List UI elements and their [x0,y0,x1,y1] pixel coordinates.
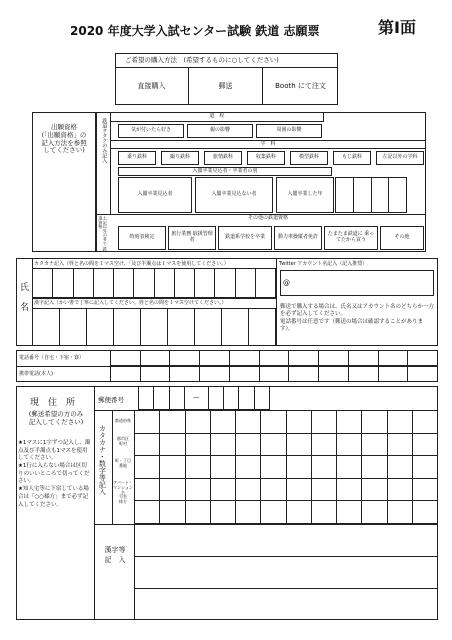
address-kana-side-label: カタカナ・数字等記入 [98,425,107,495]
grad-option-3[interactable]: 入閣卒業した年 [276,177,334,213]
section-travel: 道 程 [110,112,324,122]
travel-option-2[interactable]: 親の影響 [187,124,253,138]
section-grad: 入閣卒業見込者・卒業者の別 [118,167,332,176]
phone-mobile-boxes[interactable] [110,366,438,382]
address-subtitle: (郵送希望の方のみ 記入してください) [28,410,84,427]
study-option-7[interactable]: 左記以外の学科 [376,151,424,165]
page-title: 2020 年度大学入試センター試験 鉄道 志願票 [70,24,320,38]
address-kanji-side-label: 漢字等 記 入 [104,546,126,564]
address-row-label-2: 郡市区 町村 [117,436,129,446]
name-side-label: 氏 名 [20,283,30,313]
section-other: その他の鉄道資格 [247,214,288,221]
other-side-label: 上記以外の者で 鉄道資格 [98,216,108,251]
study-option-2[interactable]: 撮り鉄科 [161,151,199,165]
postal-label: 郵便番号 [98,396,124,404]
purchase-option-mail[interactable]: 郵送 [189,67,263,105]
phone-home-label: 電話番号（自宅・下宿・寮） [19,355,85,361]
other-option-3[interactable]: 鉄道系学校を卒業 [218,226,272,250]
qualification-side-label: 鉄道オタクのみ記入 [101,118,108,163]
address-row-label-3: 町・丁目 番地 [115,458,131,468]
grad-year-boxes[interactable] [335,177,407,213]
name-kana-boxes[interactable] [32,268,276,298]
twitter-label: Twitter アカウント名記入（記入推奨） [279,261,368,267]
page-label: 第Ⅰ面 [378,18,416,37]
purchase-heading: ご希望の購入方法 (希望するものに○してください) [125,56,279,64]
address-notes: ★1マスに1字ずつ記入し、濁点及び半濁点も1マスを使用してください。 ★1行に入らない場合は区切りのいいところで切ってください。 ★知人宅等に下宿している場合は「○○様方」まで必ず記入してください。 [18,440,91,508]
other-option-6[interactable]: その他 [380,226,424,250]
study-option-3[interactable]: 旅情鉄科 [204,151,242,165]
phone-home-boxes[interactable] [110,350,438,366]
other-option-4[interactable]: 動力車操縦者免許 [274,226,322,250]
study-option-4[interactable]: 収集鉄科 [247,151,285,165]
address-title: 現 住 所 [30,398,76,408]
study-option-5[interactable]: 模型鉄科 [290,151,328,165]
other-option-1[interactable]: 時刻表検定 [118,226,166,250]
twitter-input[interactable] [280,270,434,296]
address-kanji-line-2[interactable] [134,588,438,589]
address-kana-boxes[interactable] [134,410,438,524]
study-option-1[interactable]: 乗り鉄科 [118,151,156,165]
travel-option-1[interactable]: 気が付いたら好き [118,124,184,138]
other-option-2[interactable]: 旅行業務 取扱管理者 [168,226,216,250]
grad-option-2[interactable]: 入閣卒業見込ない者 [195,177,273,213]
other-option-5[interactable]: たまたま鉄道に 乗ってたから買う [324,226,378,250]
purchase-option-direct[interactable]: 直接購入 [115,67,189,105]
address-kanji-line-1[interactable] [134,556,438,557]
address-row-label-4: アパート・ マンション名 号室 様方 [113,480,133,505]
twitter-at-mark: @ [283,279,290,287]
name-note: 郵送で購入する場合は、氏名又はアカウント名のどちらか一方を必ず記入してください。 電話番号は任意です（郵送の場合は確認することがあります）。 [280,304,434,333]
name-kana-label: カタカナ記入（姓と名の間を１マス空け、「及び半濁点は１マスを使用してください。） [34,261,229,267]
grad-option-1[interactable]: 入閣卒業見込者 [118,177,192,213]
phone-mobile-label: 携帯電話(本人) [19,371,53,377]
name-kanji-label: 漢字記入（かい書で丁寧に記入してください。姓と名の間を１マス空けてください。） [34,300,227,306]
study-option-6[interactable]: もじ鉄科 [333,151,371,165]
address-row-label-1: 都道府県 [115,418,131,423]
section-study: 学 科 [110,140,426,149]
qualification-label: 出願資格 (「出願資格」の 記入方法を参照 してください) [41,123,87,155]
name-kanji-boxes[interactable] [32,308,276,346]
travel-option-3[interactable]: 周囲の影響 [256,124,322,138]
postal-boxes[interactable] [138,386,270,410]
postal-dash: ー [185,387,209,410]
purchase-option-booth[interactable]: Booth にて注文 [275,81,326,90]
